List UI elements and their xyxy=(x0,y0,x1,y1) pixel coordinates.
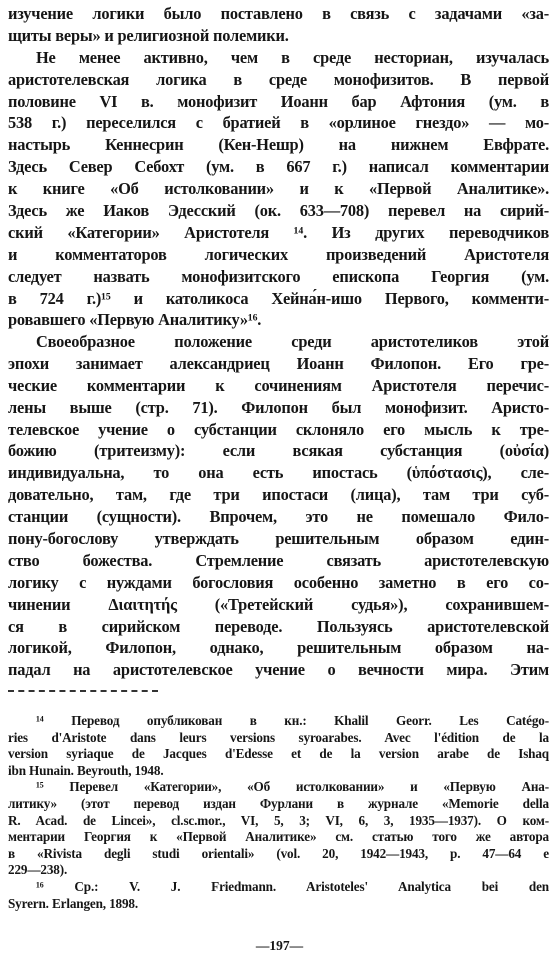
paragraph1-line: ровавшего «Первую Аналитику»¹⁶. xyxy=(8,310,262,330)
footnotes-line: 229—238). xyxy=(8,862,68,878)
paragraph2-line: довательно, там, где три ипостаси (лица), там три суб- xyxy=(8,485,549,505)
footnotes-line: R. Acad. de Lincei», cl.sc.mor., VI, 5, 3; VI, 6, 3, 1935—1937). О ком- xyxy=(8,812,549,828)
paragraph2-line: Своеобразное положение среди аристотеликов этой xyxy=(36,332,549,351)
footnotes-block xyxy=(8,713,549,912)
footnotes-line: ментарии Георгия к «Первой Аналитике» см. статью того же автора xyxy=(8,829,549,845)
paragraph1-line: Не менее активно, чем в среде несториан, изучалась xyxy=(36,47,549,67)
paragraph1-line: к книге «Об истолковании» и к «Первой Аналитике». xyxy=(8,179,549,199)
paragraph2-line: ство божества. Стремление связать аристотелевскую xyxy=(8,550,549,570)
footnotes-line: ibn Hunain. Beyrouth, 1948. xyxy=(8,762,164,778)
footnotes-line: version syriaque de Jacques d'Edesse et de la version arabe de Ishaq xyxy=(8,746,549,762)
paragraph2-line: логикой, Филопон, однако, решительным образом на- xyxy=(8,638,549,658)
paragraph1-line: половине VI в. монофизит Иоанн бар Афтония (ум. в xyxy=(8,91,549,111)
paragraph1-line: и комментаторов логических произведений Аристотеля xyxy=(8,244,549,264)
paragraph2-line: эпохи занимает александриец Иоанн Филопон. Его гре- xyxy=(8,353,549,373)
paragraph1-line: следует назвать монофизитского епископа Георгия (ум. xyxy=(8,266,549,286)
page-number: —197— xyxy=(255,938,304,953)
paragraph2-line: индивидуальна, то она есть ипостась (ὑπόστασις), сле- xyxy=(8,463,549,483)
paragraph1-line: изучение логики было поставлено в связь с задачами «за- xyxy=(8,4,549,23)
paragraph2-line: телевское учение о субстанции склоняло его мысль к тре- xyxy=(8,419,549,439)
paragraph2-line: ческие комментарии к сочинениям Аристотеля перечис- xyxy=(8,375,549,395)
footnotes-line: в «Rivista degli studi orientali» (vol. 20, 1942—1943, p. 47—64 е xyxy=(8,845,549,861)
paragraph1-line: в 724 г.)¹⁵ и католикоса Хейна́н-ишо Первого, комменти- xyxy=(8,288,549,308)
paragraph1-line: аристотелевская логика в среде монофизитов. В первой xyxy=(8,69,549,89)
footnotes-line: ries d'Aristote dans leurs versions syroarabes. Avec l'édition de la xyxy=(8,729,549,745)
paragraph1-line: ский «Категории» Аристотеля ¹⁴. Из других переводчиков xyxy=(8,222,549,242)
footnote-separator xyxy=(8,690,158,692)
paragraph1-line: Здесь же Иаков Эдесский (ок. 633—708) перевел на сирий- xyxy=(8,201,549,221)
paragraph2-line: падал на аристотелевское учение о вечности мира. Этим xyxy=(8,660,549,680)
paragraph2-line: ся в сирийском переводе. Пользуясь аристотелевской xyxy=(8,616,549,636)
paragraph2-line: божию (тритеизму): если всякая субстанция (οὐσία) xyxy=(8,441,549,461)
paragraph1-line: Здесь Север Себохт (ум. в 667 г.) написал комментарии xyxy=(8,157,549,177)
paragraph-logic-monophysites xyxy=(8,3,549,331)
paragraph1-line: щиты веры» и религиозной полемики. xyxy=(8,25,289,45)
paragraph2-line: лены выше (стр. 71). Филопон был монофизит. Аристо- xyxy=(8,397,549,417)
footnotes-line: ¹⁴ Перевод опубликован в кн.: Khalil Georr. Les Catégo- xyxy=(36,713,549,728)
footnotes-line: ¹⁵ Перевел «Категории», «Об истолковании» и «Первую Ана- xyxy=(36,779,549,795)
paragraph2-line: логику с нуждами богословия особенно заметно в его со- xyxy=(8,572,549,592)
paragraph2-line: станции (сущности). Впрочем, это не помешало Фило- xyxy=(8,507,549,527)
paragraph1-line: настырь Кеннесрин (Кен-Нешр) на нижнем Евфрате. xyxy=(8,135,549,155)
paragraph2-line: пону-богослову утверждать решительным образом един- xyxy=(8,529,549,549)
footnotes-line: литику» (этот перевод издан Фурлани в журнале «Memorie della xyxy=(8,795,549,811)
footnotes-line: Syrern. Erlangen, 1898. xyxy=(8,895,139,911)
paragraph1-line: 538 г.) переселился с братией в «орлиное гнездо» — мо- xyxy=(8,113,549,133)
paragraph2-line: чинении Διαιτητής («Третейский судья»), сохранившем- xyxy=(8,594,549,614)
paragraph-philoponus xyxy=(8,331,549,681)
footnotes-line: ¹⁶ Ср.: V. J. Friedmann. Aristoteles' Analytica bei den xyxy=(36,878,549,894)
